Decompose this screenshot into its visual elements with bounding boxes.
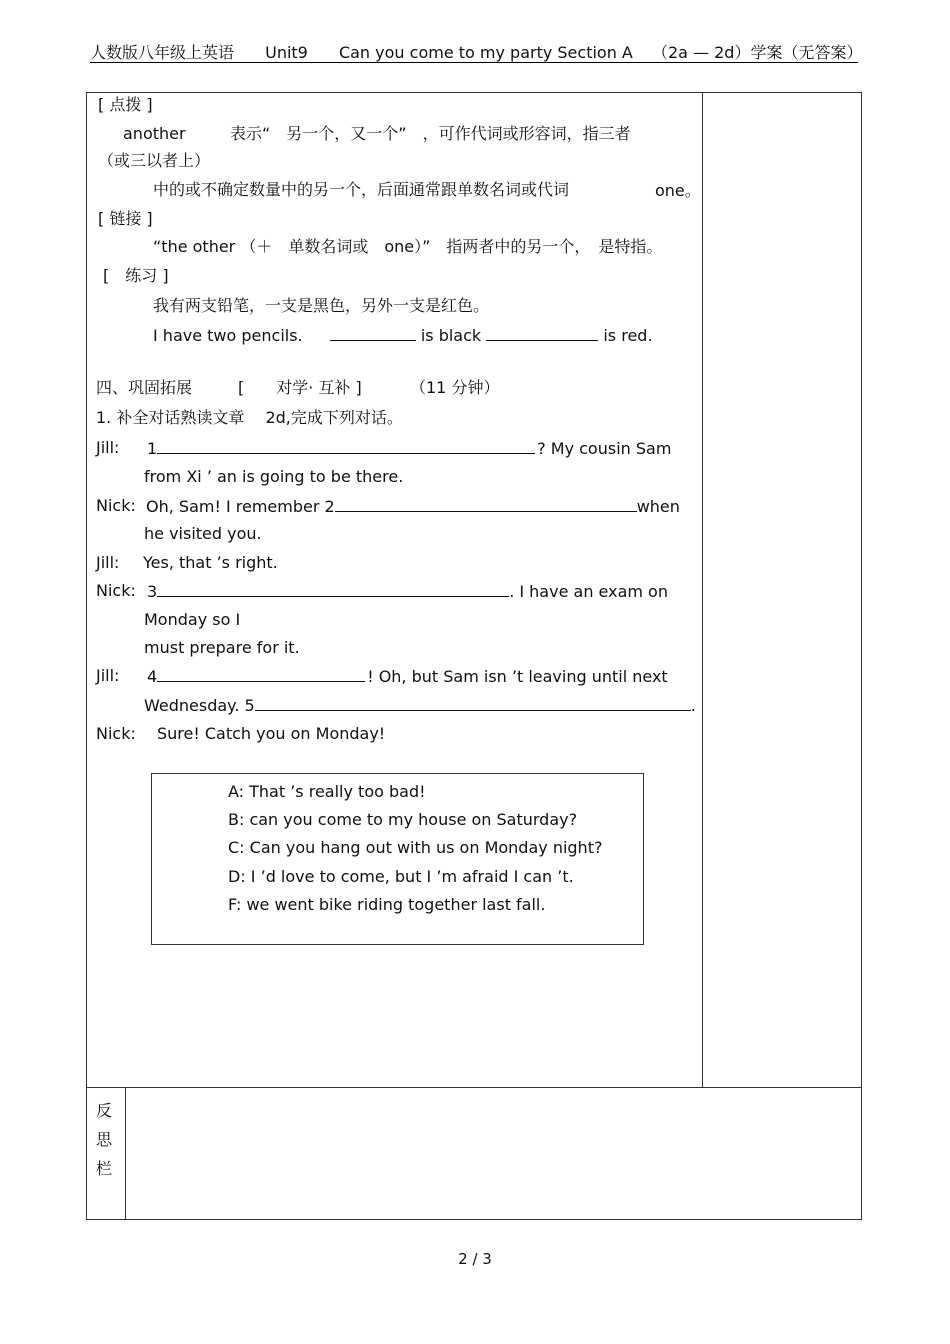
dialogue-speaker-4: Nick: bbox=[96, 581, 136, 600]
section-4-instruction: 1. 补全对话熟读文章 2d,完成下列对话。 bbox=[96, 408, 403, 427]
dialogue-text-2: Oh, Sam! I remember 2 bbox=[146, 497, 335, 516]
reflection-area[interactable] bbox=[128, 1090, 858, 1216]
practice-chinese: 我有两支铅笔，一支是黑色，另外一支是红色。 bbox=[153, 296, 490, 315]
dialogue-text-5b: Wednesday. 5 bbox=[144, 696, 255, 715]
practice-blank-2[interactable] bbox=[486, 325, 598, 341]
practice-en-2: is black bbox=[420, 326, 482, 345]
page-number: 2 / 3 bbox=[458, 1250, 492, 1268]
dialogue-text-2b: when bbox=[636, 497, 680, 516]
practice-label: [ 练习 ] bbox=[103, 266, 169, 285]
section-4-time: （11 分钟） bbox=[410, 378, 500, 397]
dialogue-speaker-5: Jill: bbox=[96, 666, 120, 685]
dialogue-speaker-1: Jill: bbox=[96, 438, 120, 457]
blank-number-3: 3 bbox=[147, 582, 158, 601]
practice-en-1: I have two pencils. bbox=[153, 326, 303, 345]
dialogue-cont-5 bbox=[144, 695, 696, 716]
dialogue-blank-2[interactable] bbox=[335, 496, 637, 512]
reflection-label-3: 栏 bbox=[96, 1159, 113, 1178]
section-4-title: 四、巩固拓展 bbox=[96, 378, 193, 397]
notes-column-divider bbox=[702, 92, 703, 1088]
header-unit: Unit9 bbox=[265, 43, 308, 62]
practice-blank-1[interactable] bbox=[330, 325, 416, 341]
dialogue-speaker-3: Jill: bbox=[96, 553, 120, 572]
dialogue-blank-4[interactable] bbox=[157, 666, 365, 682]
option-a: A: That ’s really too bad! bbox=[228, 782, 426, 801]
link-label: [ 链接 ] bbox=[98, 209, 153, 228]
dialogue-text-1: ? My cousin Sam bbox=[537, 439, 672, 458]
option-f: F: we went bike riding together last fall. bbox=[228, 895, 546, 914]
section-4-tag: [ 对学· 互补 ] bbox=[238, 378, 362, 397]
practice-en-3: is red. bbox=[603, 326, 653, 345]
reflection-label-2: 思 bbox=[96, 1130, 113, 1149]
tip-line-3: 中的或不确定数量中的另一个，后面通常跟单数名词或代词 bbox=[153, 180, 570, 199]
option-c: C: Can you hang out with us on Monday night? bbox=[228, 838, 603, 857]
dialogue-line-4 bbox=[147, 581, 668, 602]
dialogue-blank-3[interactable] bbox=[157, 581, 509, 597]
blank-number-1: 1 bbox=[147, 439, 158, 458]
tip-word: another bbox=[123, 124, 186, 143]
reflection-label-1: 反 bbox=[96, 1101, 113, 1120]
dialogue-cont-4: Monday so I bbox=[144, 610, 241, 629]
dialogue-text-3: Yes, that ’s right. bbox=[143, 553, 278, 572]
dialogue-text-4: . I have an exam on bbox=[509, 582, 668, 601]
dialogue-cont-2: he visited you. bbox=[144, 524, 262, 543]
option-b: B: can you come to my house on Saturday? bbox=[228, 810, 578, 829]
page-header bbox=[90, 40, 863, 63]
dialogue-speaker-6: Nick: bbox=[96, 724, 136, 743]
header-subtitle: （2a — 2d）学案（无答案） bbox=[651, 43, 863, 62]
practice-english bbox=[153, 325, 653, 346]
dialogue-line-5 bbox=[147, 666, 668, 687]
header-course: 人数版八年级上英语 bbox=[90, 43, 235, 62]
header-rule bbox=[90, 62, 858, 63]
tip-line-2: （或三以者上） bbox=[98, 151, 211, 170]
reflection-row-divider bbox=[86, 1087, 862, 1088]
dialogue-blank-5[interactable] bbox=[255, 695, 691, 711]
dialogue-line-2 bbox=[146, 496, 680, 517]
dialogue-cont-4b: must prepare for it. bbox=[144, 638, 300, 657]
dialogue-speaker-2: Nick: bbox=[96, 496, 136, 515]
header-title: Can you come to my party Section A bbox=[338, 43, 633, 62]
dialogue-text-6: Sure! Catch you on Monday! bbox=[157, 724, 386, 743]
link-line: “the other （＋ 单数名词或 one）” 指两者中的另一个， 是特指。 bbox=[153, 237, 663, 256]
tip-label: [ 点拨 ] bbox=[98, 95, 153, 114]
dialogue-line-1 bbox=[147, 438, 671, 459]
tip-line-1: 表示“ 另一个，又一个” ，可作代词或形容词，指三者 bbox=[230, 124, 631, 143]
tip-line-3-end: one。 bbox=[655, 181, 701, 200]
dialogue-text-5: ! Oh, but Sam isn ’t leaving until next bbox=[367, 667, 668, 686]
reflection-label-divider bbox=[125, 1087, 126, 1220]
dialogue-cont-1: from Xi ’ an is going to be there. bbox=[144, 467, 404, 486]
option-d: D: I ’d love to come, but I ’m afraid I can ’t. bbox=[228, 867, 574, 886]
dialogue-text-5c: . bbox=[690, 696, 696, 715]
dialogue-blank-1[interactable] bbox=[157, 438, 535, 454]
blank-number-4: 4 bbox=[147, 667, 158, 686]
